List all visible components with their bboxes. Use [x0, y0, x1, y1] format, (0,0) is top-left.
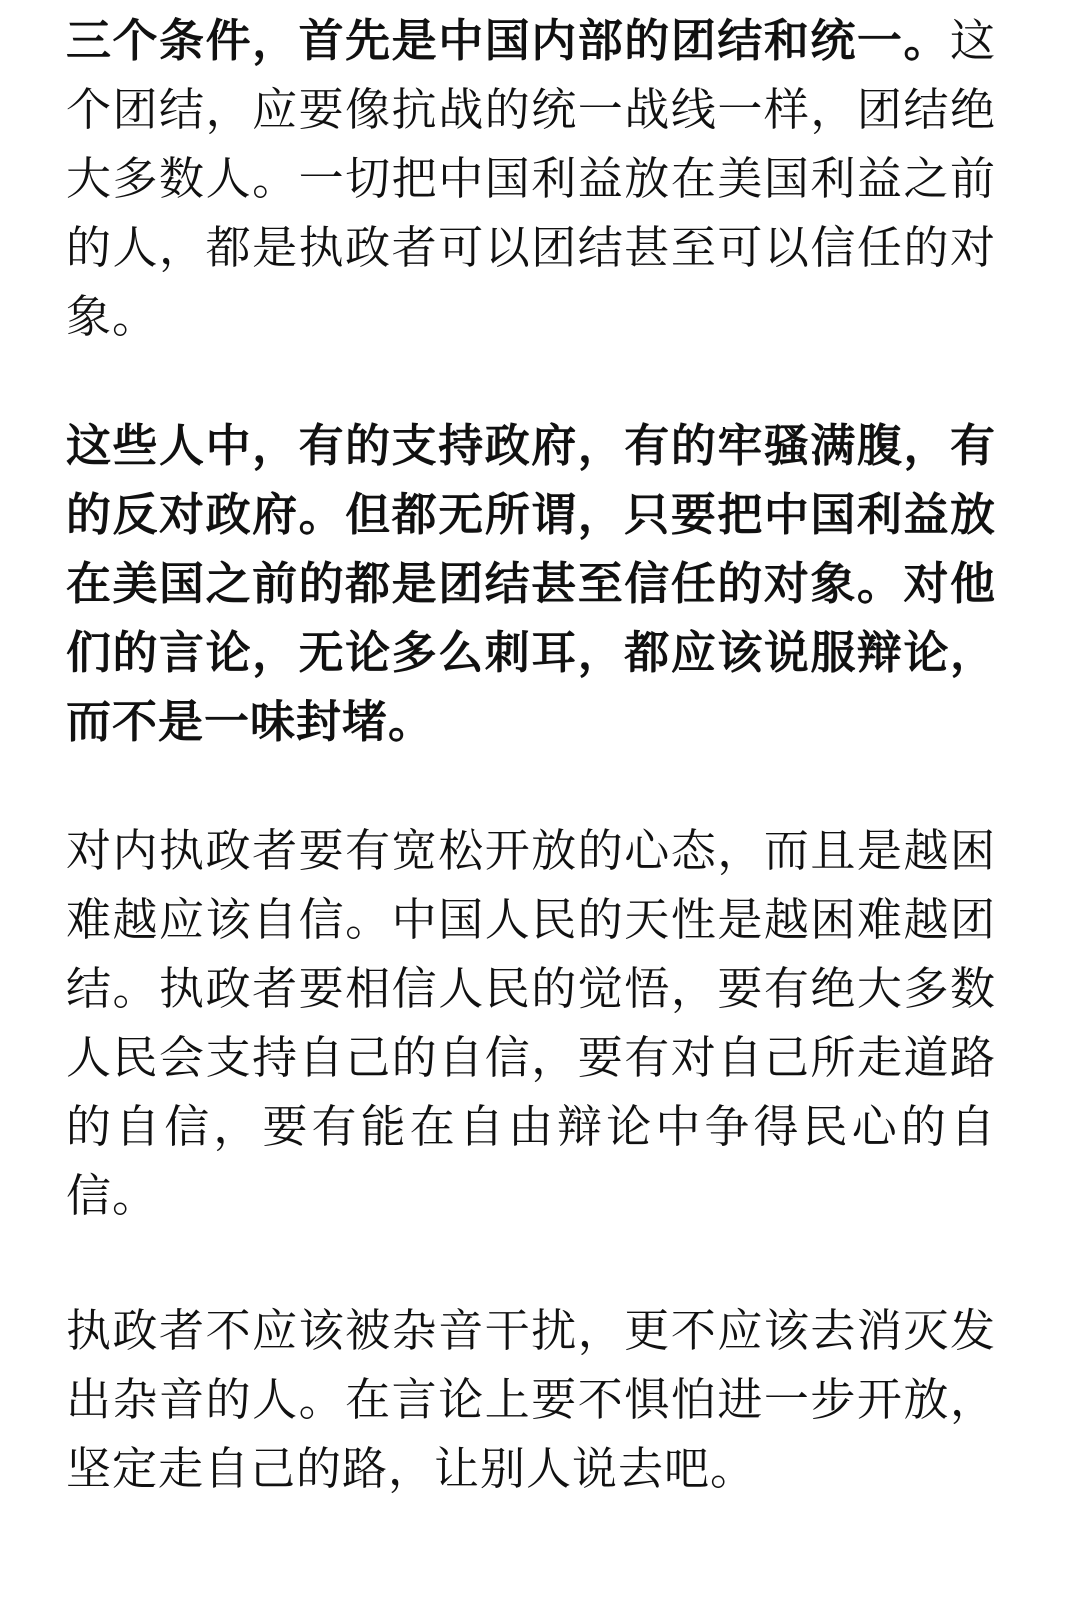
paragraph-1-text: 这个团结，应要像抗战的统一战线一样，团结绝大多数人。一切把中国利益放在美国利益之前的人，都是执政者可以团结甚至可以信任的对象。 — [66, 14, 996, 343]
paragraph-4: 执政者不应该被杂音干扰，更不应该去消灭发出杂音的人。在言论上要不惧怕进一步开放，坚定走自己的路，让别人说去吧。 — [66, 1304, 996, 1495]
paragraph-1-bold-text: 三个条件，首先是中国内部的团结和统一。 — [66, 14, 950, 67]
paragraph-1 — [66, 6, 996, 351]
paragraph-2: 这些人中，有的支持政府，有的牢骚满腹，有的反对政府。但都无所谓，只要把中国利益放在美国之前的都是团结甚至信任的对象。对他们的言论，无论多么刺耳，都应该说服辩论，而不是一味封堵。 — [66, 419, 996, 748]
paragraph-3: 对内执政者要有宽松开放的心态，而且是越困难越应该自信。中国人民的天性是越困难越团结。执政者要相信人民的觉悟，要有绝大多数人民会支持自己的自信，要有对自己所走道路的自信，要有能在自由辩论中争得民心的自信。 — [66, 824, 996, 1222]
